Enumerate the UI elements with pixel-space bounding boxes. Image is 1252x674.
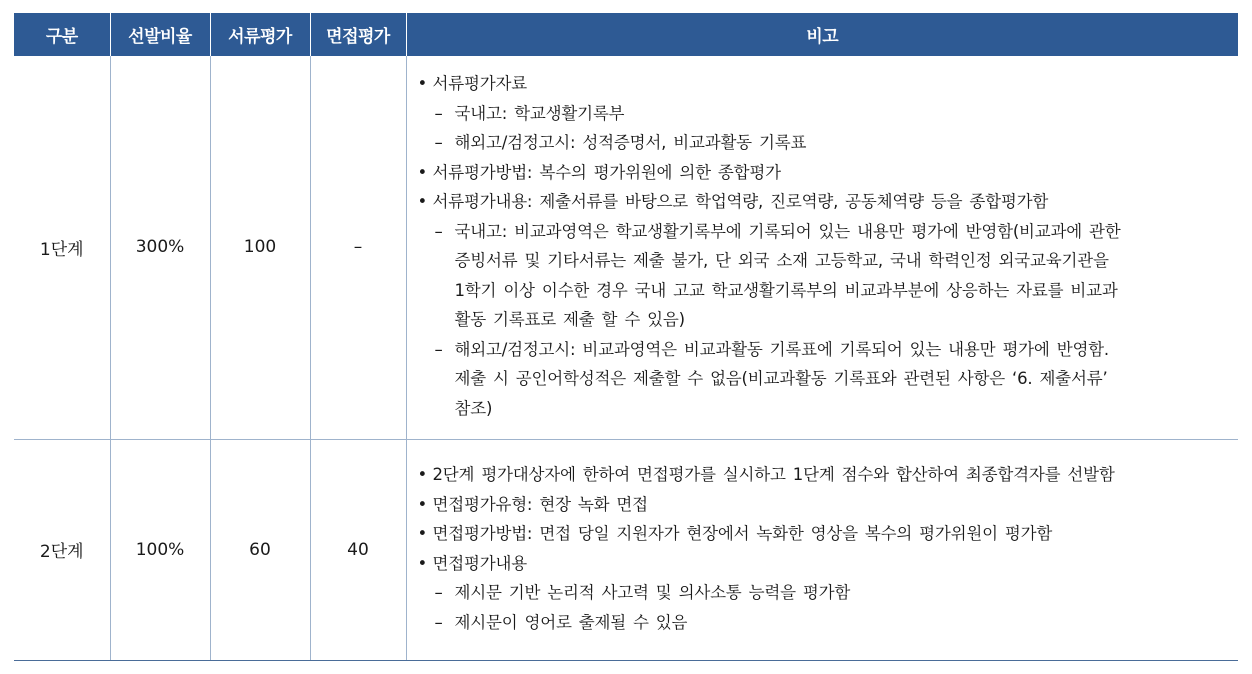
remark-sub-item: – 제시문 기반 논리적 사고력 및 의사소통 능력을 평가함	[415, 578, 1231, 608]
remarks-cell	[406, 439, 1238, 660]
interview-score-cell: –	[310, 56, 406, 439]
remark-bullet-item: • 2단계 평가대상자에 한하여 면접평가를 실시하고 1단계 점수와 합산하여 최종합격자를 선발함	[415, 460, 1231, 490]
header-document-evaluation: 서류평가	[210, 13, 310, 56]
ratio-cell: 300%	[110, 56, 210, 439]
ratio-cell: 100%	[110, 439, 210, 660]
stage-cell: 2단계	[14, 439, 110, 660]
remark-sub-item: – 해외고/검정고시: 성적증명서, 비교과활동 기록표	[415, 128, 1231, 158]
remark-sub-item: – 국내고: 비교과영역은 학교생활기록부에 기록되어 있는 내용만 평가에 반영함(비교과에 관한	[415, 217, 1231, 247]
remark-bullet-item: • 면접평가내용	[415, 549, 1231, 579]
remark-bullet-item: • 서류평가방법: 복수의 평가위원에 의한 종합평가	[415, 158, 1231, 188]
remark-continuation-line: 증빙서류 및 기타서류는 제출 불가, 단 외국 소재 고등학교, 국내 학력인정 외국교육기관을	[454, 251, 1109, 271]
remark-bullet-item: • 서류평가내용: 제출서류를 바탕으로 학업역량, 진로역량, 공동체역량 등을 종합평가함	[415, 187, 1231, 217]
remark-continuation-line: 활동 기록표로 제출 할 수 있음)	[454, 310, 685, 330]
header-selection-ratio: 선발비율	[110, 13, 210, 56]
remark-bullet-item: • 면접평가방법: 면접 당일 지원자가 현장에서 녹화한 영상을 복수의 평가위원이 평가함	[415, 519, 1231, 549]
header-interview-evaluation: 면접평가	[310, 13, 406, 56]
remark-sub-item: – 국내고: 학교생활기록부	[415, 99, 1231, 129]
selection-criteria-table	[14, 13, 1238, 661]
remark-bullet-item: • 면접평가유형: 현장 녹화 면접	[415, 490, 1231, 520]
remark-continuation-line: 제출 시 공인어학성적은 제출할 수 없음(비교과활동 기록표와 관련된 사항은 ‘6. 제출서류’	[454, 369, 1108, 389]
remarks-list	[407, 458, 1239, 641]
stage-cell: 1단계	[14, 56, 110, 439]
document-score-cell: 60	[210, 439, 310, 660]
remarks-cell	[406, 56, 1238, 439]
remark-sub-item: – 제시문이 영어로 출제될 수 있음	[415, 608, 1231, 638]
remarks-list	[407, 67, 1239, 427]
table-row	[14, 56, 1238, 439]
remark-bullet-item: • 서류평가자료	[415, 69, 1231, 99]
table-row	[14, 439, 1238, 660]
header-category: 구분	[14, 13, 110, 56]
header-remarks: 비고	[406, 13, 1238, 56]
document-score-cell: 100	[210, 56, 310, 439]
interview-score-cell: 40	[310, 439, 406, 660]
remark-continuation-line: 참조)	[454, 398, 493, 418]
remark-continuation-line: 1학기 이상 이수한 경우 국내 고교 학교생활기록부의 비교과부분에 상응하는 자료를 비교과	[454, 280, 1118, 300]
remark-sub-item: – 해외고/검정고시: 비교과영역은 비교과활동 기록표에 기록되어 있는 내용만 평가에 반영함.	[415, 335, 1231, 365]
table-header-row	[14, 13, 1238, 56]
selection-table-wrapper	[14, 13, 1238, 661]
